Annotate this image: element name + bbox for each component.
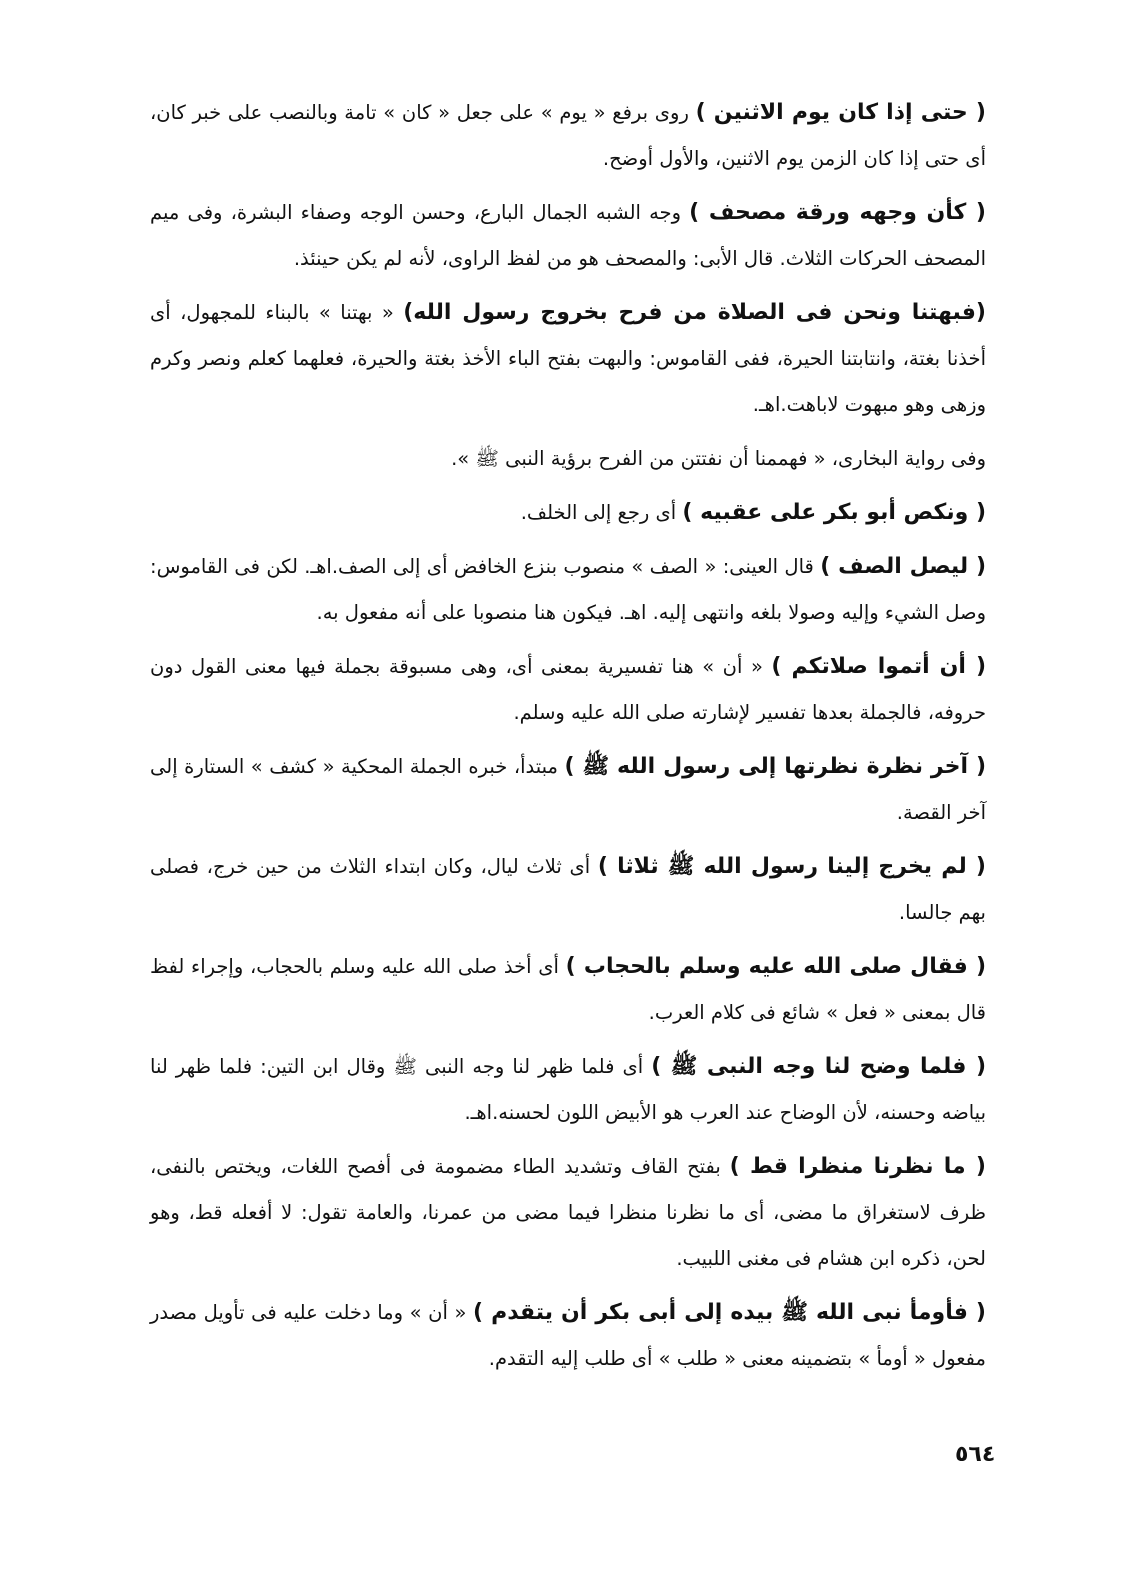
paragraph-5 (150, 490, 986, 536)
paragraph-text: « أن » هنا تفسيرية بمعنى أى، وهى مسبوقة بجملة فيها معنى القول دون حروفه، فالجملة بعدها تفسير لإشارته صلى الله عليه وسلم. (150, 655, 986, 724)
paragraph-text: أى رجع إلى الخلف. (520, 501, 683, 524)
paragraph-heading: ( ونكص أبو بكر على عقبيه ) (682, 500, 986, 525)
paragraph-text: « أن » وما دخلت عليه فى تأويل مصدر مفعول « أومأ » بتضمينه معنى « طلب » أى طلب إليه التقدم. (150, 1301, 986, 1370)
paragraph-4 (150, 436, 986, 482)
paragraph-1 (150, 90, 986, 182)
paragraph-10 (150, 944, 986, 1036)
paragraph-heading: ( كأن وجهه ورقة مصحف ) (689, 200, 986, 225)
paragraph-heading: ( ما نظرنا منظرا قط ) (729, 1154, 986, 1179)
paragraph-3 (150, 290, 986, 428)
paragraph-text: بفتح القاف وتشديد الطاء مضمومة فى أفصح اللغات، ويختص بالنفى، ظرف لاستغراق ما مضى، أى ما نظرنا منظرا فيما مضى من عمرنا، والعامة تقول: لا أفعله قط، وهو لحن، ذكره ابن هشام فى مغنى اللبيب. (150, 1155, 986, 1270)
paragraph-12 (150, 1144, 986, 1282)
paragraph-text: قال العينى: « الصف » منصوب بنزع الخافض أى إلى الصف.اهـ. لكن فى القاموس: وصل الشيء وإليه وصولا بلغه وانتهى إليه. اهـ. فيكون هنا منصوبا على أنه مفعول به. (150, 555, 986, 624)
paragraph-text: روى برفع « يوم » على جعل « كان » تامة وبالنصب على خبر كان، أى حتى إذا كان الزمن يوم الاثنين، والأول أوضح. (150, 101, 986, 170)
paragraph-text: أى أخذ صلى الله عليه وسلم بالحجاب، وإجراء لفظ قال بمعنى « فعل » شائع فى كلام العرب. (150, 955, 986, 1024)
paragraph-heading: ( فلما وضح لنا وجه النبى ﷺ ) (651, 1054, 986, 1079)
paragraph-8 (150, 744, 986, 836)
paragraph-heading: (فبهتنا ونحن فى الصلاة من فرح بخروج رسول الله) (403, 300, 986, 325)
paragraph-9 (150, 844, 986, 936)
paragraph-7 (150, 644, 986, 736)
paragraph-heading: ( أن أتموا صلاتكم ) (771, 654, 987, 679)
page-number: ٥٦٤ (955, 1442, 996, 1467)
paragraph-text: وفى رواية البخارى، « فهممنا أن نفتتن من الفرح برؤية النبى ﷺ ». (451, 447, 986, 470)
paragraph-text: « بهتنا » بالبناء للمجهول، أى أخذنا بغتة، وانتابتنا الحيرة، ففى القاموس: والبهت بفتح الباء الأخذ بغتة والحيرة، فعلهما كعلم ونصر وكرم وزهى وهو مبهوت لاباهت.اهـ. (150, 301, 986, 416)
page-body (150, 90, 986, 1390)
paragraph-heading: ( آخر نظرة نظرتها إلى رسول الله ﷺ ) (564, 754, 986, 779)
paragraph-6 (150, 544, 986, 636)
paragraph-13 (150, 1290, 986, 1382)
paragraph-text: أى ثلاث ليال، وكان ابتداء الثلاث من حين خرج، فصلى بهم جالسا. (150, 855, 986, 924)
paragraph-heading: ( فأومأ نبى الله ﷺ بيده إلى أبى بكر أن يتقدم ) (472, 1300, 986, 1325)
paragraph-heading: ( فقال صلى الله عليه وسلم بالحجاب ) (565, 954, 986, 979)
paragraph-heading: ( حتى إذا كان يوم الاثنين ) (695, 100, 986, 125)
paragraph-text: أى فلما ظهر لنا وجه النبى ﷺ وقال ابن التين: فلما ظهر لنا بياضه وحسنه، لأن الوضاح عند العرب هو الأبيض اللون لحسنه.اهـ. (150, 1055, 986, 1124)
paragraph-text: مبتدأ، خبره الجملة المحكية « كشف » الستارة إلى آخر القصة. (150, 755, 986, 824)
paragraph-heading: ( لم يخرج إلينا رسول الله ﷺ ثلاثا ) (597, 854, 986, 879)
paragraph-text: وجه الشبه الجمال البارع، وحسن الوجه وصفاء البشرة، وفى ميم المصحف الحركات الثلاث. قال الأبى: والمصحف هو من لفظ الراوى، لأنه لم يكن حينئذ. (150, 201, 986, 270)
paragraph-11 (150, 1044, 986, 1136)
paragraph-heading: ( ليصل الصف ) (820, 554, 986, 579)
paragraph-2 (150, 190, 986, 282)
